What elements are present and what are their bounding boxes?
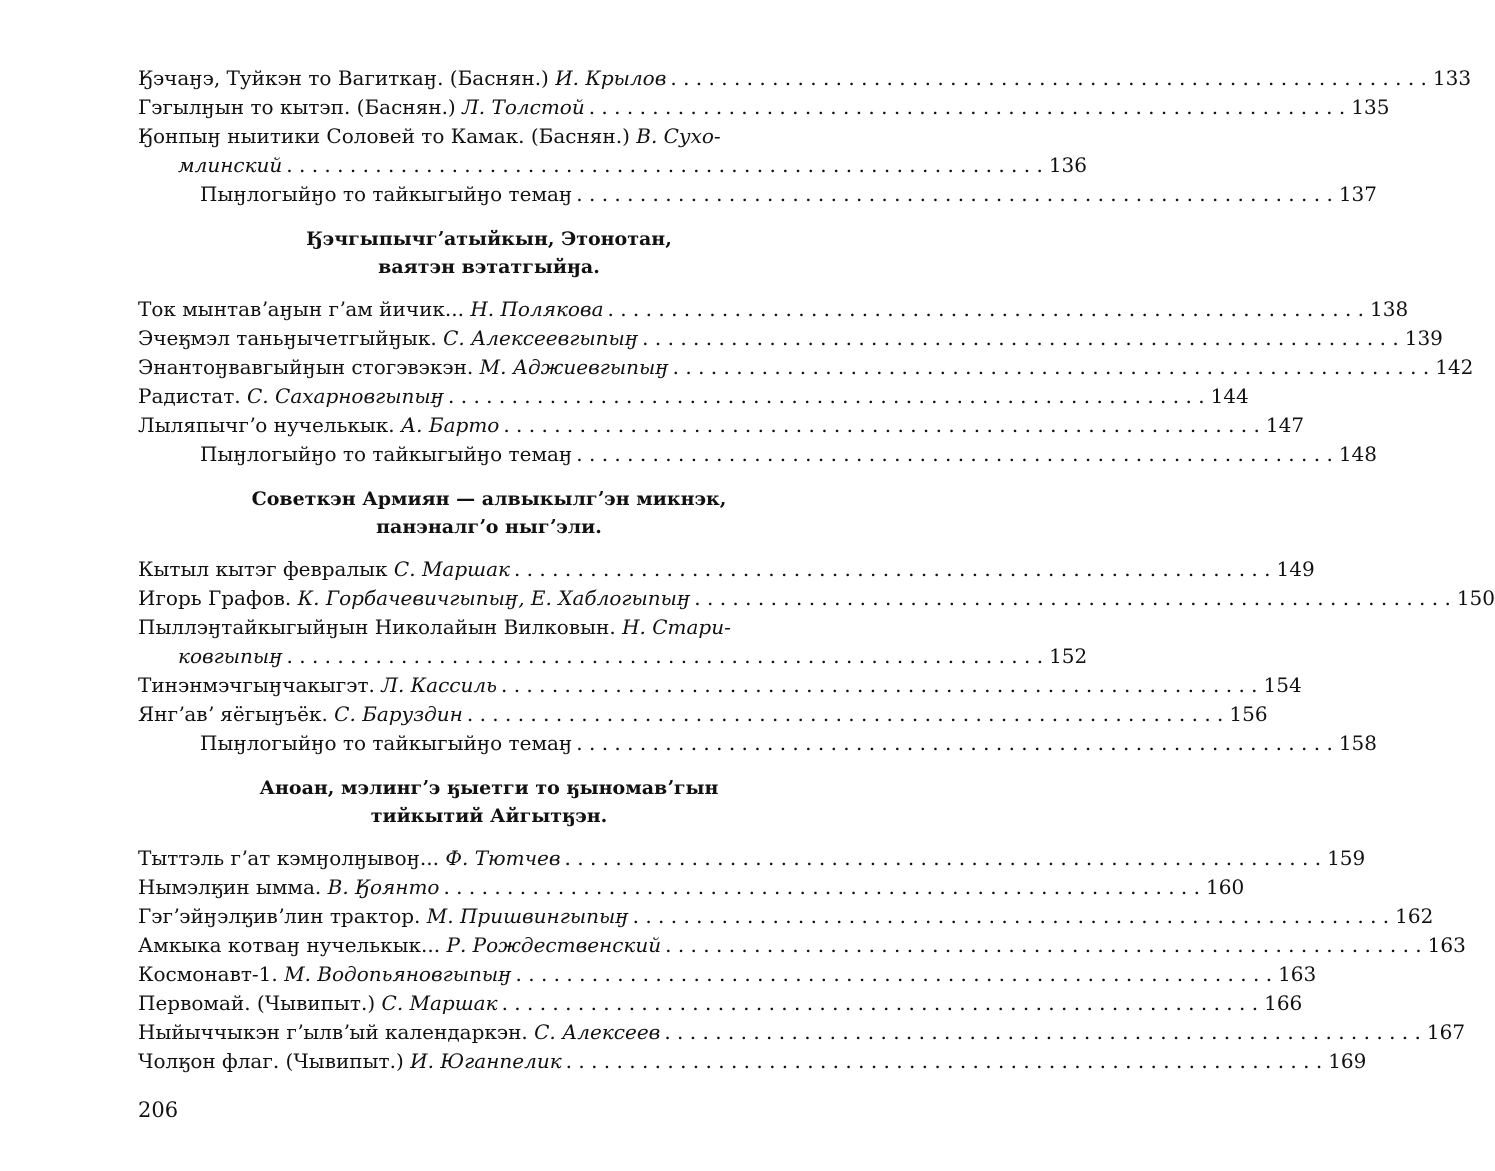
entry-author: В. Ӄоянто [327,875,440,899]
entry-page-number: 156 [1229,702,1268,726]
entry-author: Ф. Тютчев [445,846,561,870]
entry-page-number: 159 [1327,846,1366,870]
entry-author: М. Водопьяновгыпыӈ [284,962,512,986]
entry-author: С. Алексеевгыпыӈ [443,326,639,350]
leader-dots: . . . . . . . . . . . . . . . . . . . . . . . . . . . . . . . . . . . . . . . . . . . . . . . . . . . . . . . . . . . . [694,586,1451,610]
entry-title-group [138,960,512,989]
page-number: 206 [138,1098,179,1122]
leader-dots: . . . . . . . . . . . . . . . . . . . . . . . . . . . . . . . . . . . . . . . . . . . . . . . . . . . . . . . . . . . . [443,875,1201,899]
toc-entry[interactable] [138,555,1315,584]
entry-title-group [138,671,497,700]
entry-author: М. Пришвингыпыӈ [426,904,629,928]
entry-author: С. Баруздин [334,702,463,726]
entry-author: С. Сахарновгыпыӈ [247,384,445,408]
entry-page-number: 148 [1338,442,1377,466]
toc-entry[interactable] [138,584,1495,613]
entry-title: Пыллэӈтайкыгыйӈын Николайын Вилковын. [138,615,623,639]
entry-title: Игорь Графов. [138,586,298,610]
entry-title-group [178,151,282,180]
entry-title-group [200,440,572,469]
entry-page-number: 163 [1427,933,1466,957]
entry-page-number: 169 [1328,1049,1367,1073]
section-heading-line: Аноан, мэлингʼэ ӄыетги то ӄыномавʼгын [259,777,719,799]
entry-title: Ӄонпыӈ ныитики Соловей то Камак. (Баснян.) [138,124,637,148]
leader-dots: . . . . . . . . . . . . . . . . . . . . . . . . . . . . . . . . . . . . . . . . . . . . . . . . . . . . . . . . . . . . [664,1020,1421,1044]
entry-title-group [138,700,463,729]
entry-title: Тинэнмэчгыӈчакыгэт. [138,673,382,697]
toc-entry[interactable] [138,642,1088,671]
entry-author: И. Юганпелик [410,1049,562,1073]
entry-page-number: 135 [1351,95,1390,119]
entry-page-number: 144 [1210,384,1249,408]
leader-dots: . . . . . . . . . . . . . . . . . . . . . . . . . . . . . . . . . . . . . . . . . . . . . . . . . . . . . . . . . . . . [642,326,1399,350]
leader-dots: . . . . . . . . . . . . . . . . . . . . . . . . . . . . . . . . . . . . . . . . . . . . . . . . . . . . . . . . . . . . [286,644,1044,668]
entry-title-group [138,873,439,902]
entry-author: И. Крылов [555,66,667,90]
entry-page-number: 162 [1395,904,1434,928]
entry-author: С. Маршак [381,991,498,1015]
toc-entry[interactable] [138,122,840,151]
table-of-contents [138,64,1495,1076]
toc-entry[interactable] [138,324,1443,353]
toc-entry[interactable] [138,93,1390,122]
leader-dots: . . . . . . . . . . . . . . . . . . . . . . . . . . . . . . . . . . . . . . . . . . . . . . . . . . . . . . . . . . . . [607,297,1365,321]
entry-title-group [138,844,561,873]
entry-page-number: 139 [1404,326,1443,350]
toc-entry[interactable] [138,613,840,642]
section-heading-line: ваятэн вэтатгыйӈа. [378,256,600,278]
toc-entry[interactable] [138,902,1434,931]
toc-entry[interactable] [138,180,1377,209]
entry-page-number: 138 [1370,297,1409,321]
entry-title: Нымэлӄин ымма. [138,875,328,899]
entry-page-number: 149 [1276,557,1315,581]
entry-title-group [138,411,499,440]
toc-entry[interactable] [138,411,1305,440]
entry-title-group [138,382,444,411]
section-heading-line: панэналгʼо ныгʼэли. [376,516,602,538]
entry-author: С. Маршак [393,557,510,581]
entry-title: Ӄэчаӈэ, Туйкэн то Вагиткаӈ. (Баснян.) [138,66,556,90]
entry-title: Тыттэль гʼат кэмӈолӈывоӈ... [138,846,446,870]
section-heading-line: тийкытий Айгытӄэн. [370,805,608,827]
entry-author: ковгыпыӈ [178,644,283,668]
leader-dots: . . . . . . . . . . . . . . . . . . . . . . . . . . . . . . . . . . . . . . . . . . . . . . . . . . . . . . . . . . . . [513,557,1271,581]
entry-page-number: 158 [1338,731,1377,755]
entry-author: М. Аджиевгыпыӈ [479,355,669,379]
section-heading [138,774,840,830]
entry-title: Пыӈлогыйӈо то тайкыгыйӈо темаӈ [200,182,573,206]
leader-dots: . . . . . . . . . . . . . . . . . . . . . . . . . . . . . . . . . . . . . . . . . . . . . . . . . . . . . . . . . . . . [588,95,1346,119]
entry-page-number: 136 [1048,153,1088,177]
leader-dots: . . . . . . . . . . . . . . . . . . . . . . . . . . . . . . . . . . . . . . . . . . . . . . . . . . . . . . . . . . . . [503,413,1260,437]
entry-page-number: 133 [1432,66,1472,90]
entry-author: Л. Толстой [462,95,585,119]
leader-dots: . . . . . . . . . . . . . . . . . . . . . . . . . . . . . . . . . . . . . . . . . . . . . . . . . . . . . . . . . . . . [565,1049,1323,1073]
leader-dots: . . . . . . . . . . . . . . . . . . . . . . . . . . . . . . . . . . . . . . . . . . . . . . . . . . . . . . . . . . . . [672,355,1430,379]
entry-title-group [138,353,669,382]
entry-page-number: 150 [1456,586,1495,610]
entry-title: Гэгʼэйӈэлӄивʼлин трактор. [138,904,427,928]
section-heading [138,485,840,541]
entry-author: А. Барто [401,413,500,437]
entry-page-number: 137 [1338,182,1377,206]
entry-title: Янгʼавʼ яёгыӈъёк. [138,702,335,726]
entry-title: Амкыка котваӈ нучелькык... [138,933,447,957]
entry-author: Н. Полякова [470,297,604,321]
leader-dots: . . . . . . . . . . . . . . . . . . . . . . . . . . . . . . . . . . . . . . . . . . . . . . . . . . . . . . . . . . . . [670,66,1427,90]
toc-entry[interactable] [138,1018,1466,1047]
entry-title: Радистат. [138,384,247,408]
entry-page-number: 166 [1264,991,1303,1015]
leader-dots: . . . . . . . . . . . . . . . . . . . . . . . . . . . . . . . . . . . . . . . . . . . . . . . . . . . . . . . . . . . . [501,991,1259,1015]
entry-title: Кытыл кытэг февралык [138,557,394,581]
section-heading [138,225,840,281]
section-heading-line: Ӄэчгыпычгʼатыйкын, Этонотан, [306,228,672,250]
entry-page-number: 154 [1263,673,1302,697]
leader-dots: . . . . . . . . . . . . . . . . . . . . . . . . . . . . . . . . . . . . . . . . . . . . . . . . . . . . . . . . . . . . [576,731,1333,755]
toc-entry[interactable] [138,700,1268,729]
entry-title: Космонавт-1. [138,962,285,986]
toc-entry[interactable] [138,1047,1367,1076]
entry-title-group [178,642,283,671]
toc-entry[interactable] [138,64,1472,93]
entry-author: К. Горбачевичгыпыӈ, Е. Хаблогыпыӈ [297,586,691,610]
entry-title-group [138,295,604,324]
toc-entry[interactable] [138,382,1249,411]
entry-title-group [138,584,690,613]
toc-entry[interactable] [138,440,1377,469]
entry-title-group [138,122,721,151]
toc-entry[interactable] [138,295,1409,324]
entry-title: Эчеӄмэл таньӈычетгыйӈык. [138,326,444,350]
entry-title-group [200,729,572,758]
entry-page-number: 147 [1265,413,1305,437]
section-heading-line: Советкэн Армиян — алвыкылгʼэн микнэк, [251,488,727,510]
leader-dots: . . . . . . . . . . . . . . . . . . . . . . . . . . . . . . . . . . . . . . . . . . . . . . . . . . . . . . . . . . . . [665,933,1422,957]
toc-entry[interactable] [138,960,1317,989]
toc-entry[interactable] [138,353,1474,382]
toc-entry[interactable] [138,989,1303,1018]
entry-author: В. Сухо- [636,124,721,148]
entry-author: Н. Стари- [622,615,731,639]
entry-title: Чолӄон флаг. (Чывипыт.) [138,1049,411,1073]
entry-title: Пыӈлогыйӈо то тайкыгыйӈо темаӈ [200,442,573,466]
leader-dots: . . . . . . . . . . . . . . . . . . . . . . . . . . . . . . . . . . . . . . . . . . . . . . . . . . . . . . . . . . . . [286,153,1043,177]
entry-page-number: 152 [1049,644,1088,668]
entry-page-number: 160 [1206,875,1245,899]
entry-title: Лыляпычгʼо нучелькык. [138,413,402,437]
entry-title-group [138,989,498,1018]
toc-entry[interactable] [138,931,1466,960]
entry-title: Первомай. (Чывипыт.) [138,991,382,1015]
entry-author: С. Алексеев [534,1020,661,1044]
entry-title: Ток мынтавʼаӈын гʼам йичик... [138,297,471,321]
toc-entry[interactable] [138,844,1366,873]
entry-page-number: 142 [1435,355,1474,379]
toc-entry[interactable] [138,671,1302,700]
leader-dots: . . . . . . . . . . . . . . . . . . . . . . . . . . . . . . . . . . . . . . . . . . . . . . . . . . . . . . . . . . . . [564,846,1322,870]
entry-title-group [138,324,638,353]
entry-title-group [138,64,666,93]
entry-author: Р. Рождественский [446,933,662,957]
leader-dots: . . . . . . . . . . . . . . . . . . . . . . . . . . . . . . . . . . . . . . . . . . . . . . . . . . . . . . . . . . . . [500,673,1258,697]
toc-entry[interactable] [138,873,1245,902]
leader-dots: . . . . . . . . . . . . . . . . . . . . . . . . . . . . . . . . . . . . . . . . . . . . . . . . . . . . . . . . . . . . [515,962,1273,986]
entry-author: Л. Кассиль [381,673,497,697]
entry-title: Ныйыччыкэн гʼылвʼый календаркэн. [138,1020,535,1044]
leader-dots: . . . . . . . . . . . . . . . . . . . . . . . . . . . . . . . . . . . . . . . . . . . . . . . . . . . . . . . . . . . . [576,442,1333,466]
entry-page-number: 163 [1278,962,1317,986]
entry-title-group [138,931,661,960]
leader-dots: . . . . . . . . . . . . . . . . . . . . . . . . . . . . . . . . . . . . . . . . . . . . . . . . . . . . . . . . . . . . [448,384,1205,408]
toc-entry[interactable] [138,151,1088,180]
entry-title-group [138,613,731,642]
entry-title-group [138,93,585,122]
entry-title: Энантоӈвавгыйӈын стогэвэкэн. [138,355,480,379]
entry-title-group [200,180,572,209]
entry-title-group [138,555,510,584]
entry-title: Пыӈлогыйӈо то тайкыгыйӈо темаӈ [200,731,573,755]
entry-title: Гэгылӈын то кытэп. (Баснян.) [138,95,463,119]
leader-dots: . . . . . . . . . . . . . . . . . . . . . . . . . . . . . . . . . . . . . . . . . . . . . . . . . . . . . . . . . . . . [576,182,1333,206]
entry-title-group [138,902,629,931]
toc-entry[interactable] [138,729,1377,758]
entry-author: млинский [178,153,283,177]
entry-title-group [138,1047,562,1076]
entry-page-number: 167 [1426,1020,1466,1044]
leader-dots: . . . . . . . . . . . . . . . . . . . . . . . . . . . . . . . . . . . . . . . . . . . . . . . . . . . . . . . . . . . . [632,904,1390,928]
leader-dots: . . . . . . . . . . . . . . . . . . . . . . . . . . . . . . . . . . . . . . . . . . . . . . . . . . . . . . . . . . . . [466,702,1224,726]
entry-title-group [138,1018,660,1047]
